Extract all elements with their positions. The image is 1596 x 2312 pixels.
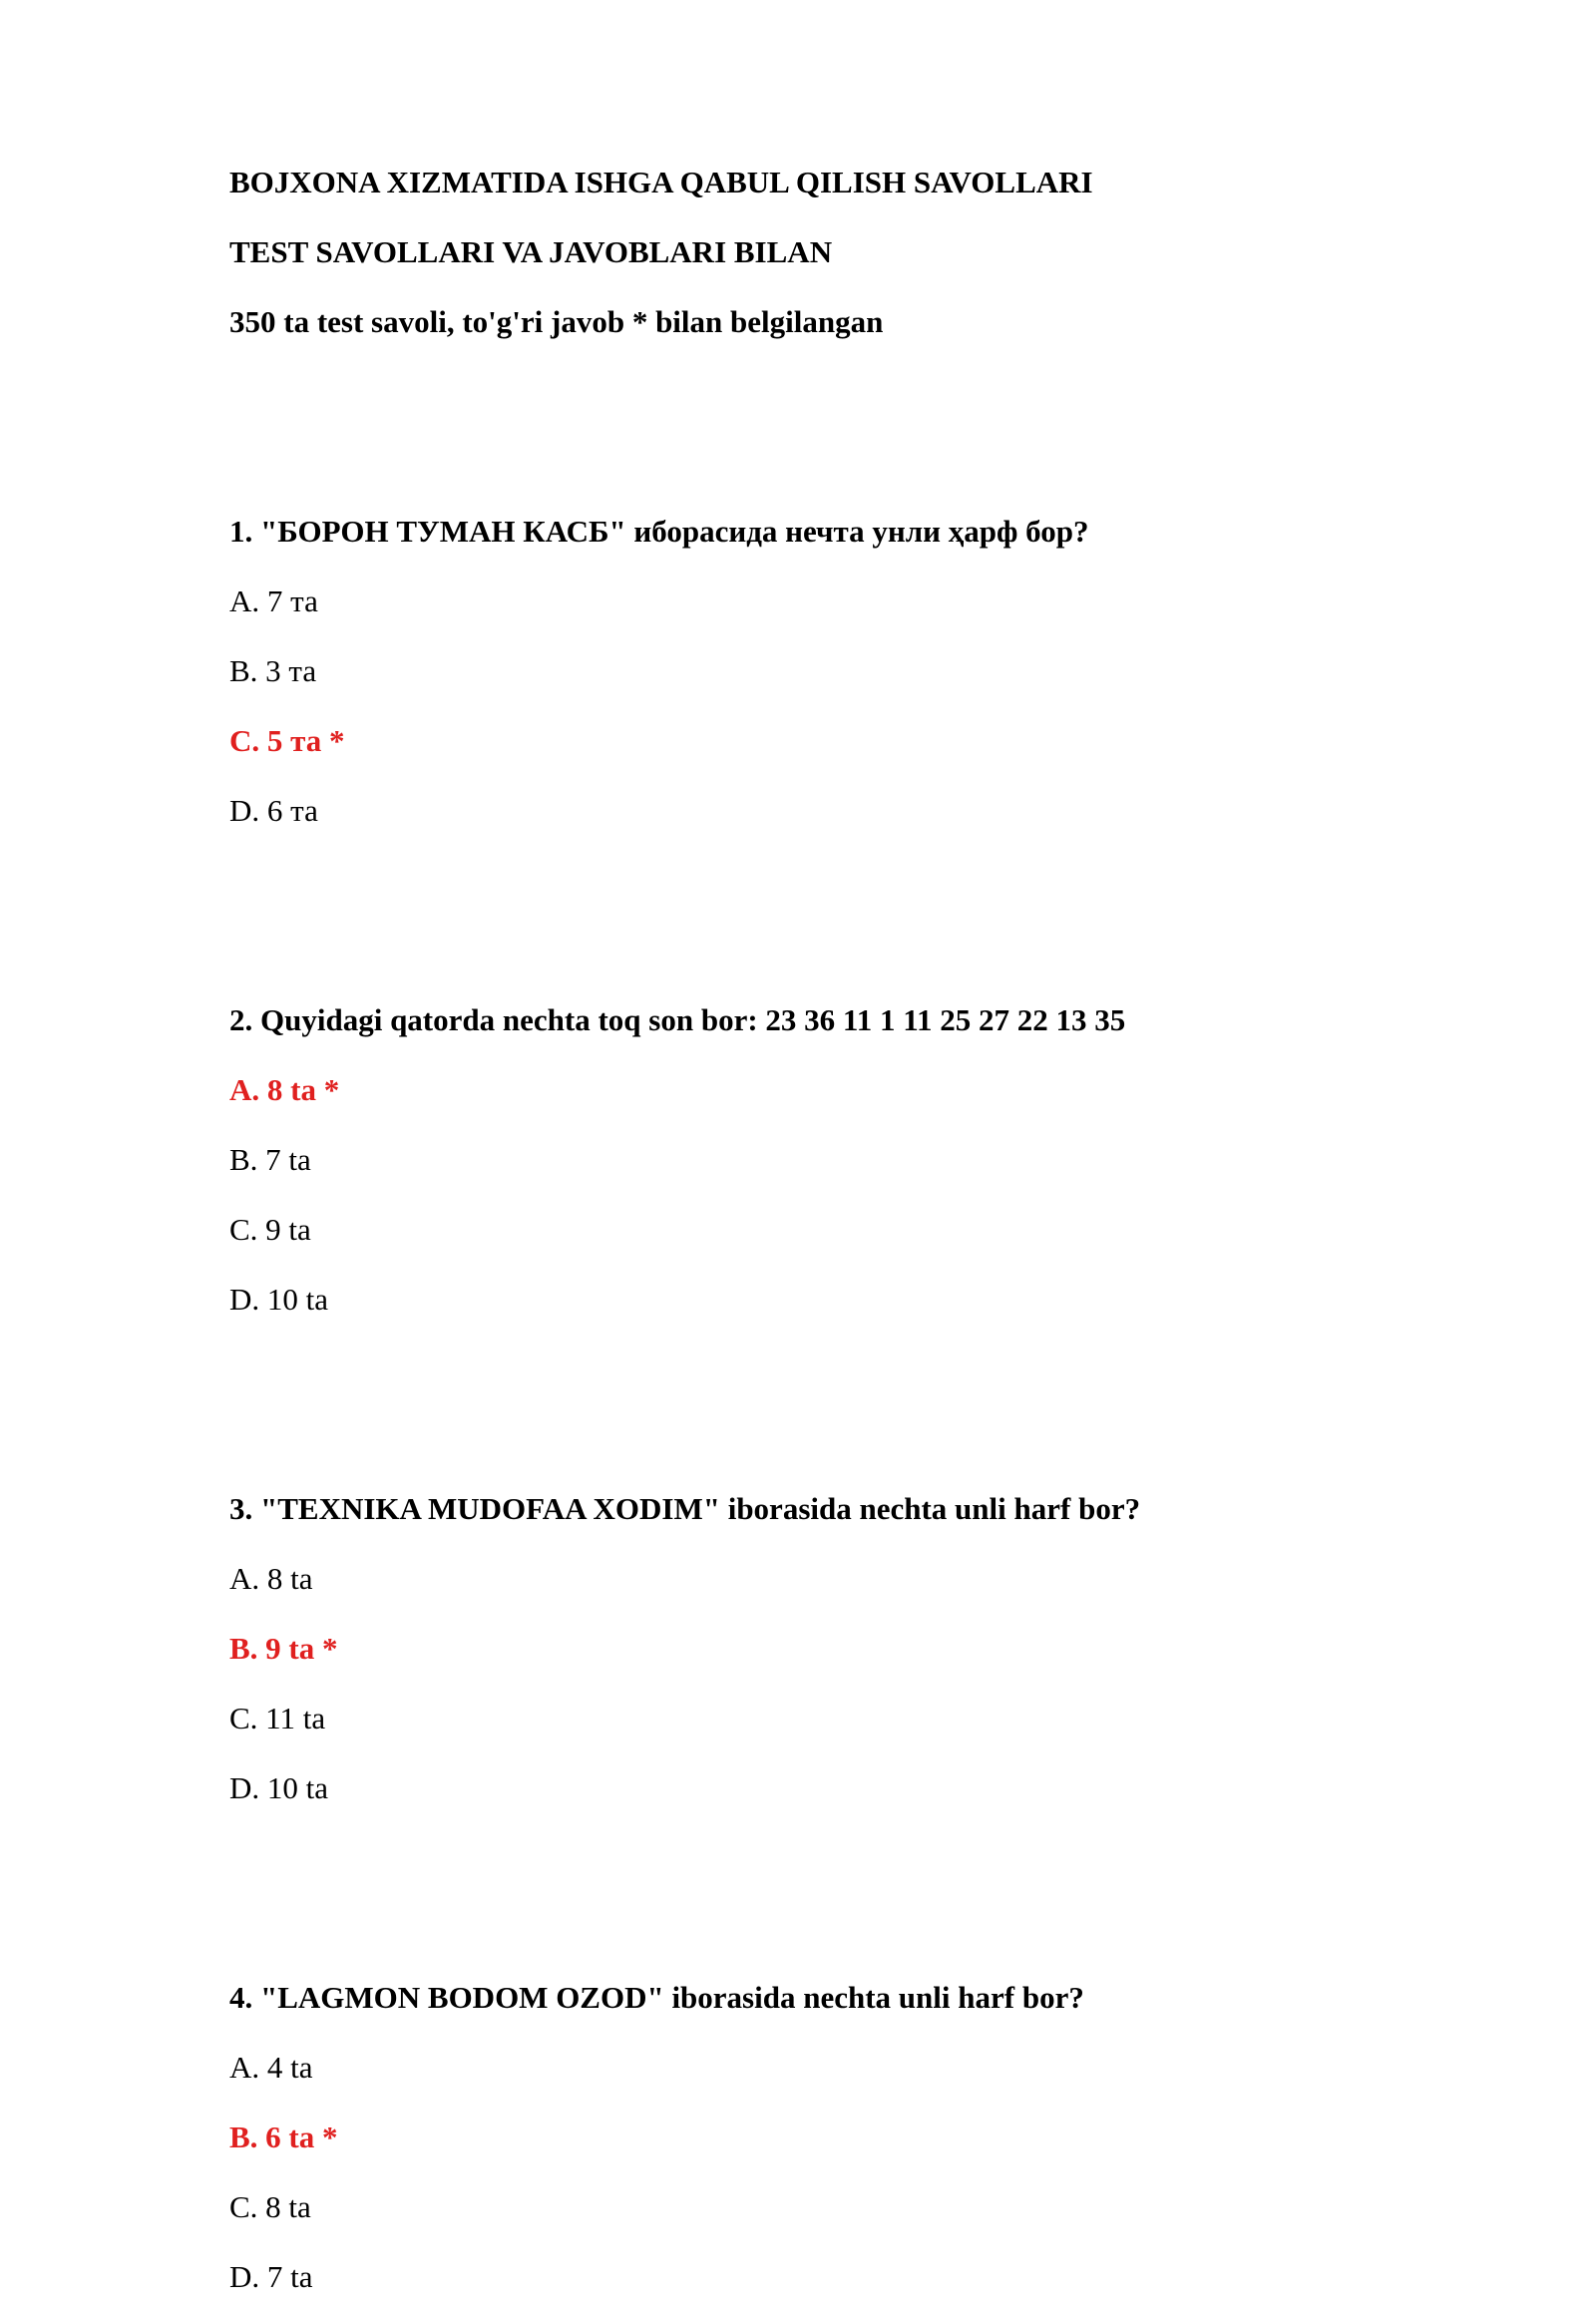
document-subtitle: TEST SAVOLLARI VA JAVOBLARI BILAN bbox=[229, 234, 833, 269]
answer-option: C. 9 ta bbox=[229, 1212, 311, 1247]
answer-option-correct: C. 5 та * bbox=[229, 723, 345, 758]
answer-option: C. 8 ta bbox=[229, 2189, 311, 2224]
answer-option: D. 10 ta bbox=[229, 1770, 329, 1805]
question-3 bbox=[229, 1474, 1426, 1823]
answer-option-correct: A. 8 ta * bbox=[229, 1072, 340, 1107]
answer-option: B. 3 та bbox=[229, 653, 317, 688]
answer-option: C. 11 ta bbox=[229, 1701, 326, 1735]
document-note: 350 ta test savoli, to'g'ri javob * bilan belgilangan bbox=[229, 304, 884, 339]
answer-option: D. 6 та bbox=[229, 793, 318, 828]
document-page bbox=[229, 148, 1426, 2312]
answer-option-correct: B. 6 ta * bbox=[229, 2119, 338, 2154]
question-2 bbox=[229, 985, 1426, 1335]
document-title: BOJXONA XIZMATIDA ISHGA QABUL QILISH SAVOLLARI bbox=[229, 165, 1093, 199]
question-text: 2. Quyidagi qatorda nechta toq son bor: 23 36 11 1 11 25 27 22 13 35 bbox=[229, 1002, 1126, 1037]
answer-option: B. 7 ta bbox=[229, 1142, 311, 1177]
answer-option: A. 7 та bbox=[229, 583, 318, 618]
document-header bbox=[229, 148, 1426, 357]
answer-option-correct: B. 9 ta * bbox=[229, 1631, 338, 1666]
answer-option: D. 10 ta bbox=[229, 1282, 329, 1317]
question-text: 3. "TEXNIKA MUDOFAA XODIM" iborasida nechta unli harf bor? bbox=[229, 1491, 1141, 1526]
answer-option: D. 7 ta bbox=[229, 2259, 313, 2294]
question-4 bbox=[229, 1963, 1426, 2312]
question-text: 1. "БОРОН ТУМАН КАСБ" иборасида нечта унли ҳарф бор? bbox=[229, 514, 1089, 549]
question-text: 4. "LAGMON BODOM OZOD" iborasida nechta unli harf bor? bbox=[229, 1980, 1084, 2015]
answer-option: A. 8 ta bbox=[229, 1561, 313, 1596]
question-1 bbox=[229, 497, 1426, 846]
answer-option: A. 4 ta bbox=[229, 2050, 313, 2085]
